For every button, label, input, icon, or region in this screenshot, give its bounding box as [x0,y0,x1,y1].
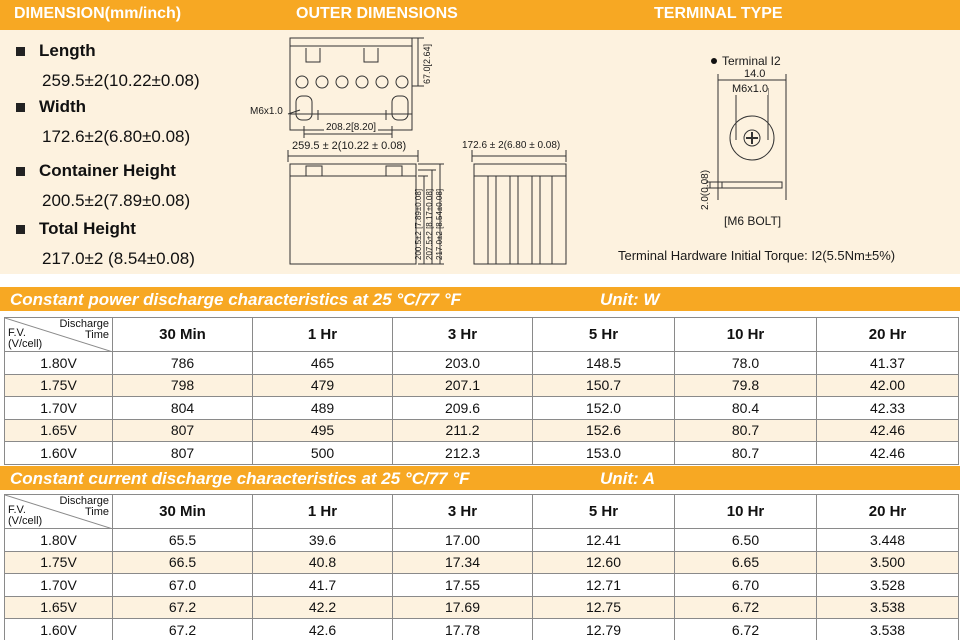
table-cell: 465 [253,352,393,375]
table-cell: 66.5 [113,551,253,574]
container-height-label: Container Height [39,161,176,180]
table-cell: 17.00 [393,529,533,552]
battery-front-view [290,164,416,264]
table-cell: 6.50 [675,529,817,552]
table-corner-cell [5,495,113,529]
column-header: 1 Hr [253,495,393,529]
fv-cell: 1.60V [5,442,113,465]
terminal-thickness-label: 2.0(0.08) [700,169,711,210]
table-cell: 489 [253,397,393,420]
height-label-1: 200.5±2 [7.89±0.08] [414,188,423,260]
width-dimension-label: 172.6 ± 2(6.80 ± 0.08) [462,140,561,151]
table-row [5,529,959,552]
table-cell: 17.55 [393,574,533,597]
terminal-bolt-label: [M6 BOLT] [724,214,782,228]
table-row [5,397,959,420]
m6-thread-label: M6x1.0 [250,106,283,117]
table-cell: 3.538 [817,596,959,619]
current-discharge-table [4,494,959,640]
power-table-unit: Unit: W [600,290,660,309]
table-cell: 80.4 [675,397,817,420]
battery-top-view [290,38,412,130]
table-row [5,596,959,619]
terminal-spacing-label: 208.2[8.20] [326,122,377,133]
terminal-width-label: 14.0 [744,68,766,80]
current-section-bar [0,466,960,490]
table-cell: 152.0 [533,397,675,420]
table-cell: 209.6 [393,397,533,420]
terminal-name: Terminal I2 [722,54,781,68]
width-label: Width [39,97,87,116]
length-label: Length [39,41,96,60]
column-header: 5 Hr [533,495,675,529]
table-row [5,419,959,442]
table-cell: 17.69 [393,596,533,619]
dimension-heading: DIMENSION(mm/inch) [14,5,182,22]
height-label-3: 217.0±2 [8.54±0.08] [435,188,444,260]
table-cell: 12.60 [533,551,675,574]
time-label: Time [84,329,109,341]
table-cell: 6.72 [675,619,817,640]
table-cell: 41.37 [817,352,959,375]
table-cell: 42.33 [817,397,959,420]
table-row [5,574,959,597]
table-cell: 807 [113,419,253,442]
table-cell: 80.7 [675,442,817,465]
current-table-unit: Unit: A [600,469,656,488]
table-cell: 786 [113,352,253,375]
table-cell: 65.5 [113,529,253,552]
table-cell: 212.3 [393,442,533,465]
fv-cell: 1.65V [5,419,113,442]
table-cell: 6.70 [675,574,817,597]
table-cell: 6.65 [675,551,817,574]
table-cell: 495 [253,419,393,442]
table-cell: 42.6 [253,619,393,640]
table-cell: 12.71 [533,574,675,597]
height-label-2: 207.5±2 [8.17±0.08] [425,188,434,260]
table-cell: 3.528 [817,574,959,597]
fv-cell: 1.80V [5,529,113,552]
table-cell: 67.0 [113,574,253,597]
table-cell: 41.7 [253,574,393,597]
fv-cell: 1.75V [5,551,113,574]
table-cell: 12.79 [533,619,675,640]
table-cell: 807 [113,442,253,465]
terminal-thread-label: M6x1.0 [732,83,769,95]
table-cell: 17.34 [393,551,533,574]
table-cell: 153.0 [533,442,675,465]
total-height-label: Total Height [39,219,136,238]
table-cell: 3.448 [817,529,959,552]
table-cell: 804 [113,397,253,420]
column-header: 30 Min [113,318,253,352]
terminal-type-heading: TERMINAL TYPE [654,5,783,22]
outer-dimensions-drawing [0,30,960,274]
table-cell: 67.2 [113,596,253,619]
power-table-title: Constant power discharge characteristics at 25 °C/77 °F [10,290,462,309]
table-header-row [5,495,959,529]
dimension-header-bar [0,0,960,30]
column-header: 5 Hr [533,318,675,352]
table-cell: 12.75 [533,596,675,619]
fv-cell: 1.75V [5,374,113,397]
column-header: 3 Hr [393,318,533,352]
table-cell: 3.500 [817,551,959,574]
width-value: 172.6±2(6.80±0.08) [42,127,191,146]
table-cell: 12.41 [533,529,675,552]
outer-dimensions-heading: OUTER DIMENSIONS [296,5,458,22]
dimension-panel [0,30,960,274]
table-cell: 6.72 [675,596,817,619]
table-row [5,619,959,640]
fv-label: F.V. [8,504,26,516]
column-header: 3 Hr [393,495,533,529]
table-cell: 42.00 [817,374,959,397]
column-header: 20 Hr [817,318,959,352]
fv-cell: 1.80V [5,352,113,375]
length-dimension-label: 259.5 ± 2(10.22 ± 0.08) [292,140,407,152]
table-cell: 79.8 [675,374,817,397]
table-cell: 798 [113,374,253,397]
table-cell: 42.46 [817,442,959,465]
table-cell: 148.5 [533,352,675,375]
table-cell: 479 [253,374,393,397]
table-cell: 17.78 [393,619,533,640]
fv-label: F.V. [8,327,26,339]
current-table-title: Constant current discharge characteristics at 25 °C/77 °F [10,469,470,488]
table-cell: 78.0 [675,352,817,375]
column-header: 1 Hr [253,318,393,352]
table-cell: 500 [253,442,393,465]
table-cell: 203.0 [393,352,533,375]
column-header: 20 Hr [817,495,959,529]
fv-cell: 1.60V [5,619,113,640]
table-row [5,551,959,574]
table-cell: 39.6 [253,529,393,552]
table-row [5,374,959,397]
table-cell: 42.46 [817,419,959,442]
column-header: 30 Min [113,495,253,529]
discharge-label: Discharge [59,318,109,330]
discharge-label: Discharge [59,495,109,507]
vcell-label: (V/cell) [8,338,43,350]
table-cell: 3.538 [817,619,959,640]
table-cell: 80.7 [675,419,817,442]
table-cell: 152.6 [533,419,675,442]
length-value: 259.5±2(10.22±0.08) [42,71,200,90]
terminal-torque-label: Terminal Hardware Initial Torque: I2(5.5Nm±5%) [618,248,896,263]
table-row [5,442,959,465]
table-cell: 40.8 [253,551,393,574]
top-height-label: 67.0[2.64] [422,43,432,84]
fv-cell: 1.65V [5,596,113,619]
table-corner-cell [5,318,113,352]
table-header-row [5,318,959,352]
column-header: 10 Hr [675,495,817,529]
time-label: Time [84,506,109,518]
table-cell: 42.2 [253,596,393,619]
container-height-value: 200.5±2(7.89±0.08) [42,191,191,210]
table-cell: 207.1 [393,374,533,397]
terminal-bullet-icon [711,58,717,64]
fv-cell: 1.70V [5,397,113,420]
table-cell: 150.7 [533,374,675,397]
total-height-value: 217.0±2 (8.54±0.08) [42,249,195,268]
table-row [5,352,959,375]
power-discharge-table [4,317,959,465]
table-cell: 67.2 [113,619,253,640]
column-header: 10 Hr [675,318,817,352]
power-section-bar [0,287,960,311]
table-cell: 211.2 [393,419,533,442]
vcell-label: (V/cell) [8,515,43,527]
fv-cell: 1.70V [5,574,113,597]
